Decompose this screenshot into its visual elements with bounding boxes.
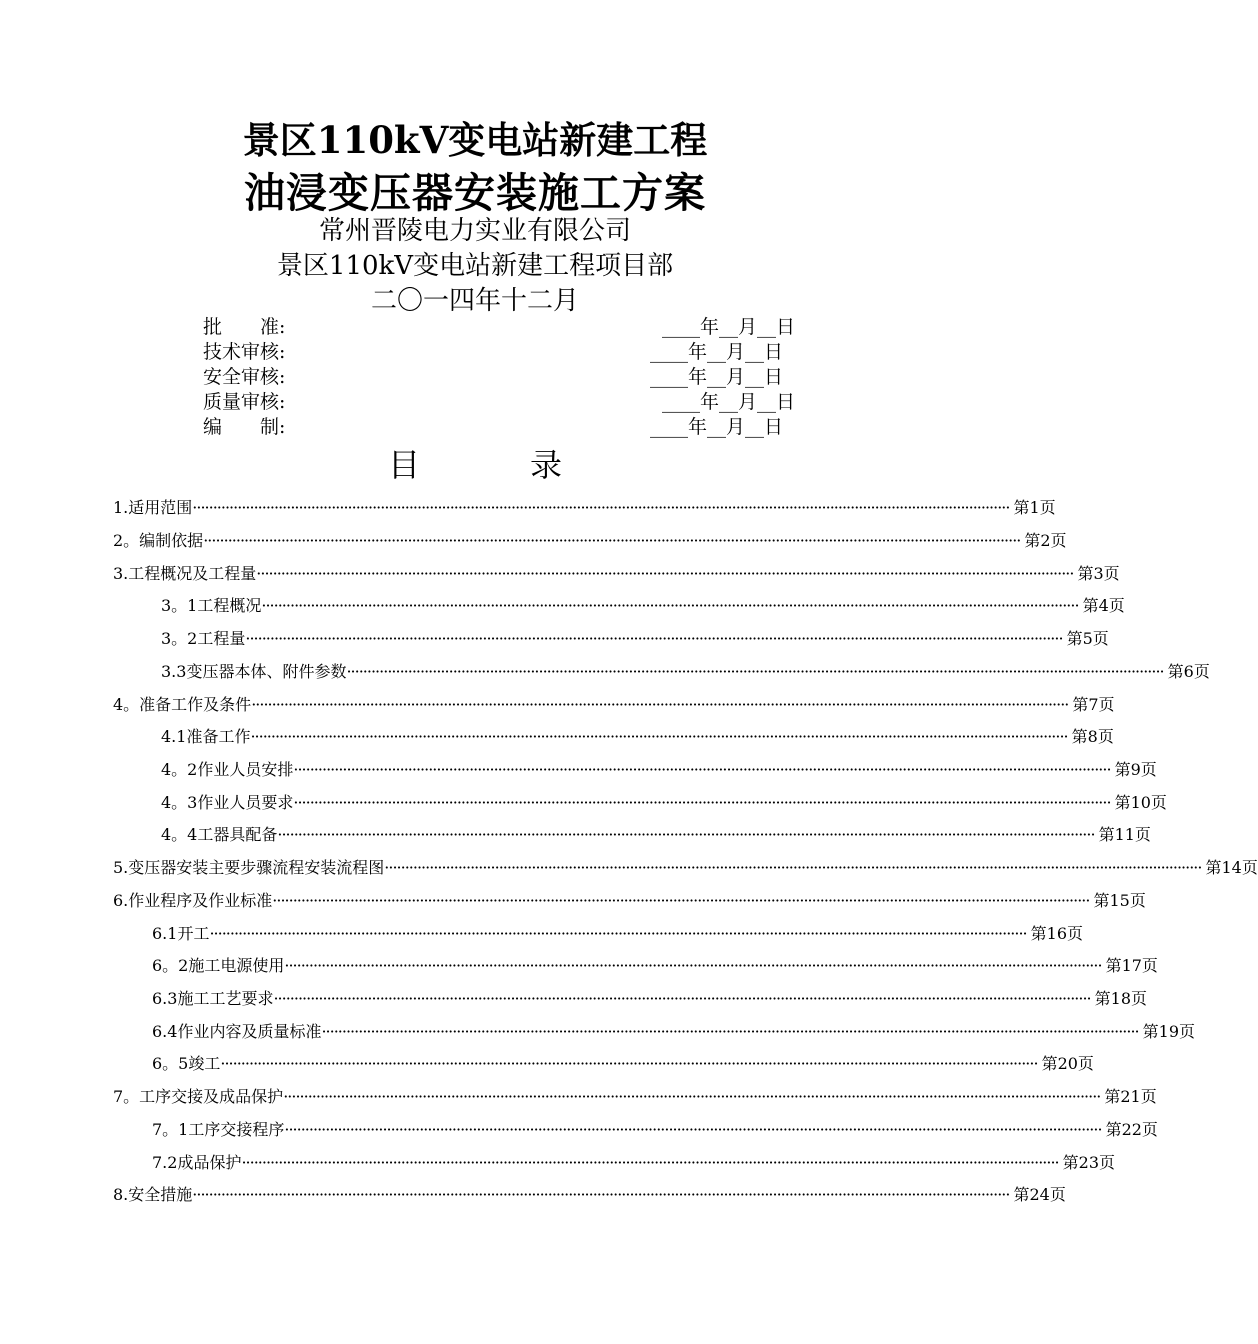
toc-entry[interactable] xyxy=(113,1082,1157,1112)
toc-leader-dots: ········································································································································································································ xyxy=(250,727,1068,746)
toc-entry[interactable] xyxy=(113,853,1258,883)
toc-entry-page: 第20页 xyxy=(1041,1054,1094,1073)
project-title: 景区110kV变电站新建工程 xyxy=(242,118,708,162)
toc-entry-page: 第10页 xyxy=(1114,793,1167,812)
signature-date-field: ____年__月__日 xyxy=(650,341,784,363)
toc-heading-left: 目 xyxy=(387,446,420,484)
toc-entry-page: 第1页 xyxy=(1013,498,1056,517)
toc-entry[interactable] xyxy=(161,755,1157,785)
toc-entry-label: 6.作业程序及作业标准 xyxy=(113,891,273,910)
document-date: 二〇一四年十二月 xyxy=(370,286,579,316)
toc-leader-dots: ········································································································································································································ xyxy=(384,858,1202,877)
toc-entry-page: 第15页 xyxy=(1093,891,1146,910)
signature-row-quality-review xyxy=(0,387,950,412)
toc-leader-dots: ········································································································································································································ xyxy=(273,989,1091,1008)
toc-entry-label: 7.2成品保护 xyxy=(152,1153,242,1172)
toc-entry-page: 第17页 xyxy=(1105,956,1158,975)
signature-row-tech-review xyxy=(0,337,950,362)
toc-entry[interactable] xyxy=(161,820,1151,850)
toc-leader-dots: ········································································································································································································ xyxy=(293,793,1111,812)
toc-entry[interactable] xyxy=(113,1180,1066,1210)
toc-entry-page: 第23页 xyxy=(1062,1153,1116,1172)
toc-leader-dots: ········································································································································································································ xyxy=(284,956,1102,975)
toc-entry-label: 3.工程概况及工程量 xyxy=(113,564,257,583)
signature-date-field: ____年__月__日 xyxy=(662,316,796,338)
toc-entry[interactable] xyxy=(152,1115,1158,1145)
toc-leader-dots: ········································································································································································································ xyxy=(241,1153,1059,1172)
toc-entry-label: 3.3变压器本体、附件参数 xyxy=(161,662,347,681)
toc-leader-dots: ········································································································································································································ xyxy=(245,629,1063,648)
toc-leader-dots: ········································································································································································································ xyxy=(192,498,1010,517)
toc-leader-dots: ········································································································································································································ xyxy=(209,924,1027,943)
toc-entry[interactable] xyxy=(161,722,1114,752)
toc-entry-page: 第2页 xyxy=(1024,531,1067,550)
toc-entry[interactable] xyxy=(161,591,1125,621)
toc-leader-dots: ········································································································································································································ xyxy=(203,531,1021,550)
toc-entry[interactable] xyxy=(113,690,1115,720)
toc-entry-page: 第5页 xyxy=(1066,629,1109,648)
toc-entry-label: 6。5竣工 xyxy=(152,1054,221,1073)
toc-entry-label: 3。2工程量 xyxy=(161,629,246,648)
toc-leader-dots: ········································································································································································································ xyxy=(272,891,1090,910)
toc-entry[interactable] xyxy=(113,559,1120,589)
signature-row-safety-review xyxy=(0,362,950,387)
toc-heading-right: 录 xyxy=(530,446,563,484)
toc-entry[interactable] xyxy=(152,1017,1196,1047)
toc-entry-label: 4。4工器具配备 xyxy=(161,825,278,844)
signature-label: 安全审核: xyxy=(203,366,286,388)
toc-leader-dots: ········································································································································································································ xyxy=(256,564,1074,583)
toc-entry-page: 第6页 xyxy=(1167,662,1210,681)
toc-entry[interactable] xyxy=(152,984,1148,1014)
toc-entry-page: 第14页 xyxy=(1205,858,1258,877)
toc-heading xyxy=(0,440,950,486)
toc-entry-label: 4.1准备工作 xyxy=(161,727,251,746)
toc-entry[interactable] xyxy=(113,886,1146,916)
toc-entry-label: 7。1工序交接程序 xyxy=(152,1120,285,1139)
toc-entry-label: 4。3作业人员要求 xyxy=(161,793,294,812)
toc-entry-page: 第7页 xyxy=(1072,695,1115,714)
toc-entry-label: 4。准备工作及条件 xyxy=(113,695,252,714)
toc-leader-dots: ········································································································································································································ xyxy=(251,695,1069,714)
toc-entry-label: 6.4作业内容及质量标准 xyxy=(152,1022,322,1041)
toc-leader-dots: ········································································································································································································ xyxy=(220,1054,1038,1073)
toc-entry[interactable] xyxy=(152,951,1158,981)
toc-entry-label: 7。工序交接及成品保护 xyxy=(113,1087,284,1106)
signature-label: 质量审核: xyxy=(203,391,286,413)
toc-entry[interactable] xyxy=(152,1148,1116,1178)
toc-leader-dots: ········································································································································································································ xyxy=(277,825,1095,844)
company-name: 常州晋陵电力实业有限公司 xyxy=(318,216,631,246)
toc-entry-label: 2。编制依据 xyxy=(113,531,204,550)
toc-entry[interactable] xyxy=(152,919,1084,949)
toc-entry-label: 8.安全措施 xyxy=(113,1185,193,1204)
document-title: 油浸变压器安装施工方案 xyxy=(244,169,706,217)
toc-entry-page: 第21页 xyxy=(1104,1087,1157,1106)
toc-entry-label: 6.3施工工艺要求 xyxy=(152,989,274,1008)
toc-entry-label: 5.变压器安装主要步骤流程安装流程图 xyxy=(113,858,385,877)
signature-row-approve xyxy=(0,312,950,337)
signature-label: 编 制: xyxy=(203,416,286,438)
toc-leader-dots: ········································································································································································································ xyxy=(284,1120,1102,1139)
toc-entry-label: 4。2作业人员安排 xyxy=(161,760,294,779)
signature-label: 批 准: xyxy=(203,316,286,338)
toc-entry[interactable] xyxy=(161,624,1109,654)
signature-date-field: ____年__月__日 xyxy=(662,391,796,413)
toc-entry-page: 第19页 xyxy=(1142,1022,1196,1041)
toc-leader-dots: ········································································································································································································ xyxy=(283,1087,1101,1106)
signature-label: 技术审核: xyxy=(203,341,286,363)
toc-leader-dots: ········································································································································································································ xyxy=(321,1022,1139,1041)
toc-entry-page: 第3页 xyxy=(1077,564,1120,583)
toc-entry-page: 第18页 xyxy=(1094,989,1148,1008)
toc-leader-dots: ········································································································································································································ xyxy=(192,1185,1010,1204)
toc-leader-dots: ········································································································································································································ xyxy=(346,662,1164,681)
toc-entry-page: 第16页 xyxy=(1030,924,1084,943)
toc-entry-page: 第8页 xyxy=(1071,727,1114,746)
toc-entry-label: 6.1开工 xyxy=(152,924,210,943)
toc-entry[interactable] xyxy=(161,657,1210,687)
toc-entry[interactable] xyxy=(161,788,1167,818)
toc-entry-label: 3。1工程概况 xyxy=(161,596,262,615)
toc-entry-page: 第22页 xyxy=(1105,1120,1158,1139)
toc-entry-label: 6。2施工电源使用 xyxy=(152,956,285,975)
toc-leader-dots: ········································································································································································································ xyxy=(293,760,1111,779)
toc-entry[interactable] xyxy=(152,1049,1094,1079)
toc-entry[interactable] xyxy=(113,526,1067,556)
toc-entry[interactable] xyxy=(113,493,1056,523)
toc-entry-page: 第24页 xyxy=(1013,1185,1066,1204)
signature-date-field: ____年__月__日 xyxy=(650,366,784,388)
signature-row-compiled xyxy=(0,412,950,437)
toc-entry-label: 1.适用范围 xyxy=(113,498,193,517)
signature-date-field: ____年__月__日 xyxy=(650,416,784,438)
toc-entry-page: 第11页 xyxy=(1098,825,1151,844)
project-department: 景区110kV变电站新建工程项目部 xyxy=(276,251,674,281)
toc-entry-page: 第9页 xyxy=(1114,760,1157,779)
toc-entry-page: 第4页 xyxy=(1082,596,1125,615)
toc-leader-dots: ········································································································································································································ xyxy=(261,596,1079,615)
